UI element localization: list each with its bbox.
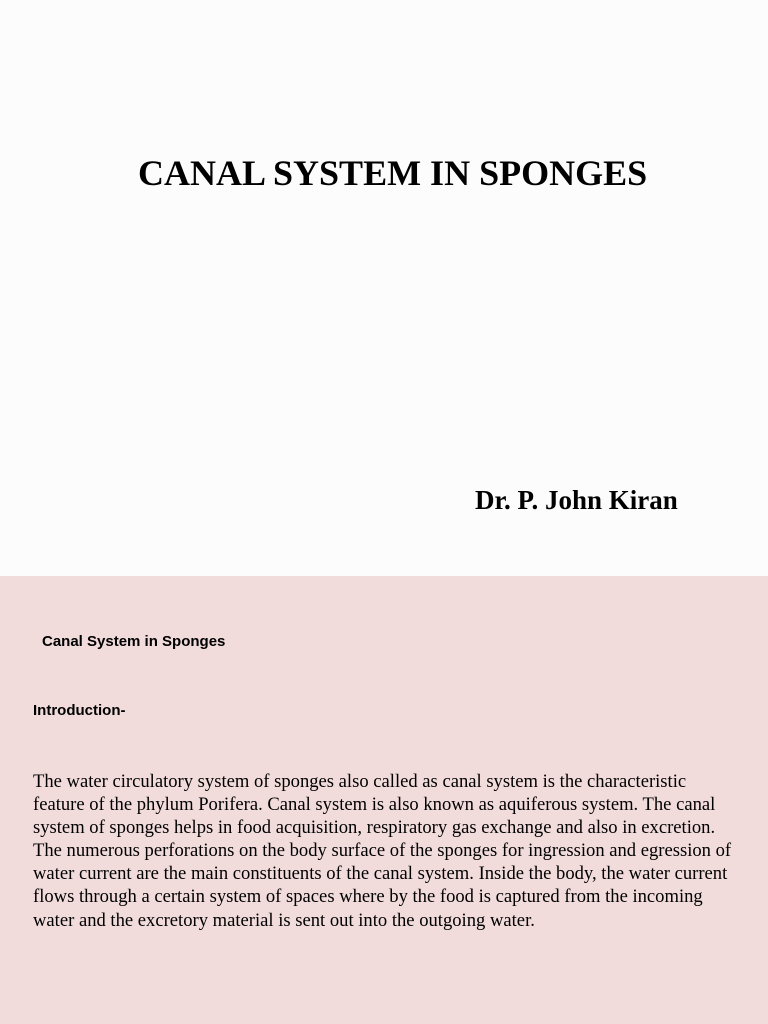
paragraph-2: The numerous perforations on the body surface of the sponges for ingression and egression of water current are the main constituents of the canal system. Inside the body, the water current flows through a certain system of spaces where by the food is captured from the incoming water and the excretory material is sent out into the outgoing water. — [33, 840, 732, 931]
paragraph-1: The water circulatory system of sponges also called as canal system is the characteristic feature of the phylum Porifera. Canal system is also known as aquiferous system. The canal system of sponges helps in food acquisition, respiratory gas exchange and also in excretion. — [33, 771, 716, 839]
introduction-label: Introduction- — [33, 702, 126, 719]
slide-title: CANAL SYSTEM IN SPONGES — [138, 153, 648, 193]
content-slide — [0, 576, 768, 1024]
body-text — [33, 770, 733, 932]
author-name: Dr. P. John Kiran — [475, 485, 678, 515]
section-heading: Canal System in Sponges — [42, 633, 226, 650]
